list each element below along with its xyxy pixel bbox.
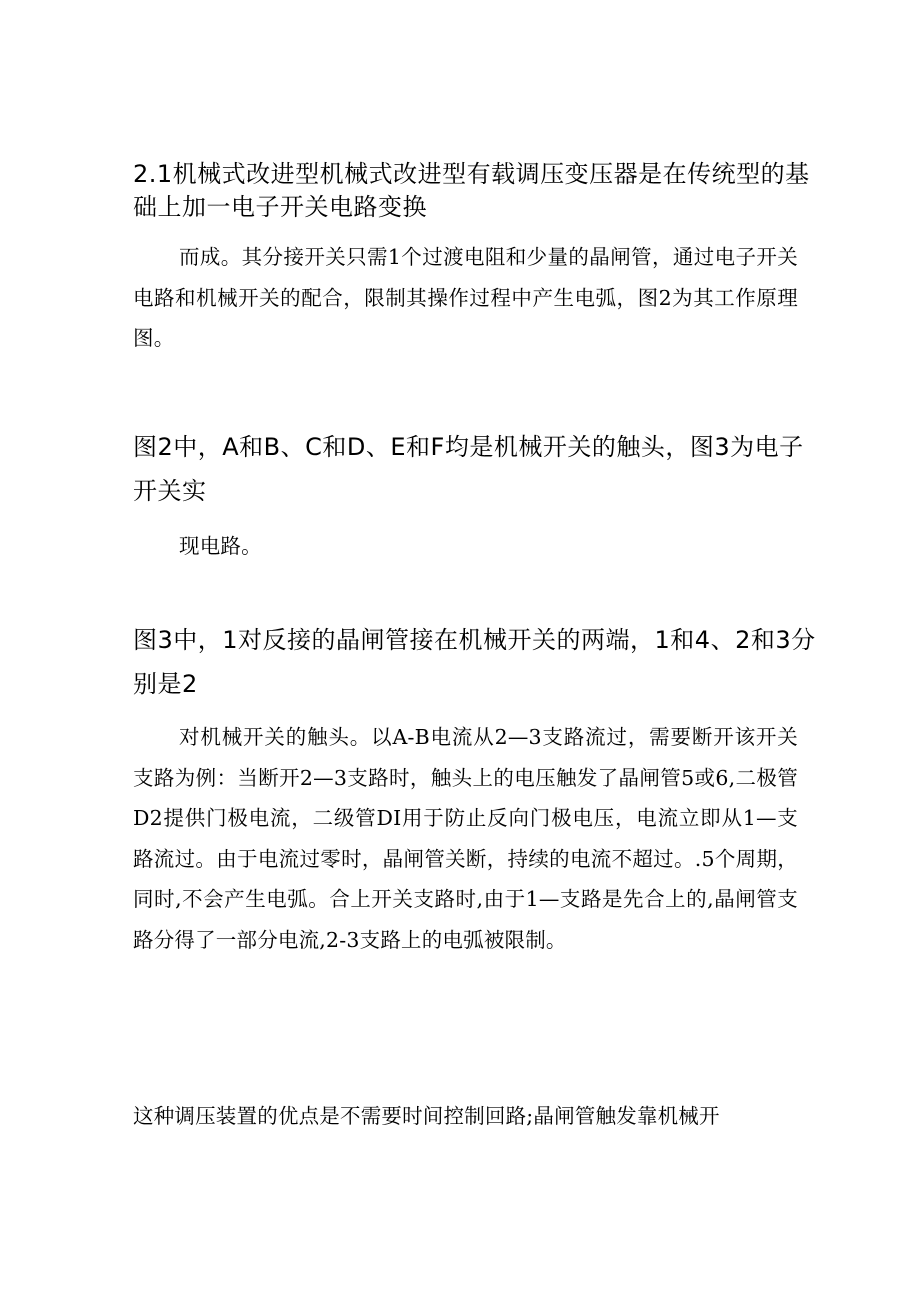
section-heading-2-1: 2.1机械式改进型机械式改进型有载调压变压器是在传统型的基础上加一电子开关电路变换 [133,160,810,221]
section-paragraph: 而成。其分接开关只需1个过渡电阻和少量的晶闸管，通过电子开关电路和机械开关的配合，限制其操作过程中产生电弧，图2为其工作原理图。 [133,245,798,350]
section-paragraph: 现电路。 [179,534,262,558]
closing-paragraph: 这种调压装置的优点是不需要时间控制回路;晶闸管触发靠机械开 [133,1104,720,1128]
section-heading-figure-2: 图2中，A和B、C和D、E和F均是机械开关的触头，图3为电子开关实 [133,433,804,505]
section-heading-figure-3: 图3中，1对反接的晶闸管接在机械开关的两端，1和4、2和3分别是2 [133,626,816,698]
section-paragraph: 对机械开关的触头。以A-B电流从2—3支路流过，需要断开该开关支路为例：当断开2—3支路时，触头上的电压触发了晶闸管5或6,二极管D2提供门极电流，二级管DI用于防止反向门极电压，电流立即从1—支路流过。由于电流过零时，晶闸管关断，持续的电流不超过。.5个周期，同时,不会产生电弧。合上开关支路时,由于1—支路是先合上的,晶闸管支路分得了一部分电流,2-3支路上的电弧被限制。 [133,725,798,952]
